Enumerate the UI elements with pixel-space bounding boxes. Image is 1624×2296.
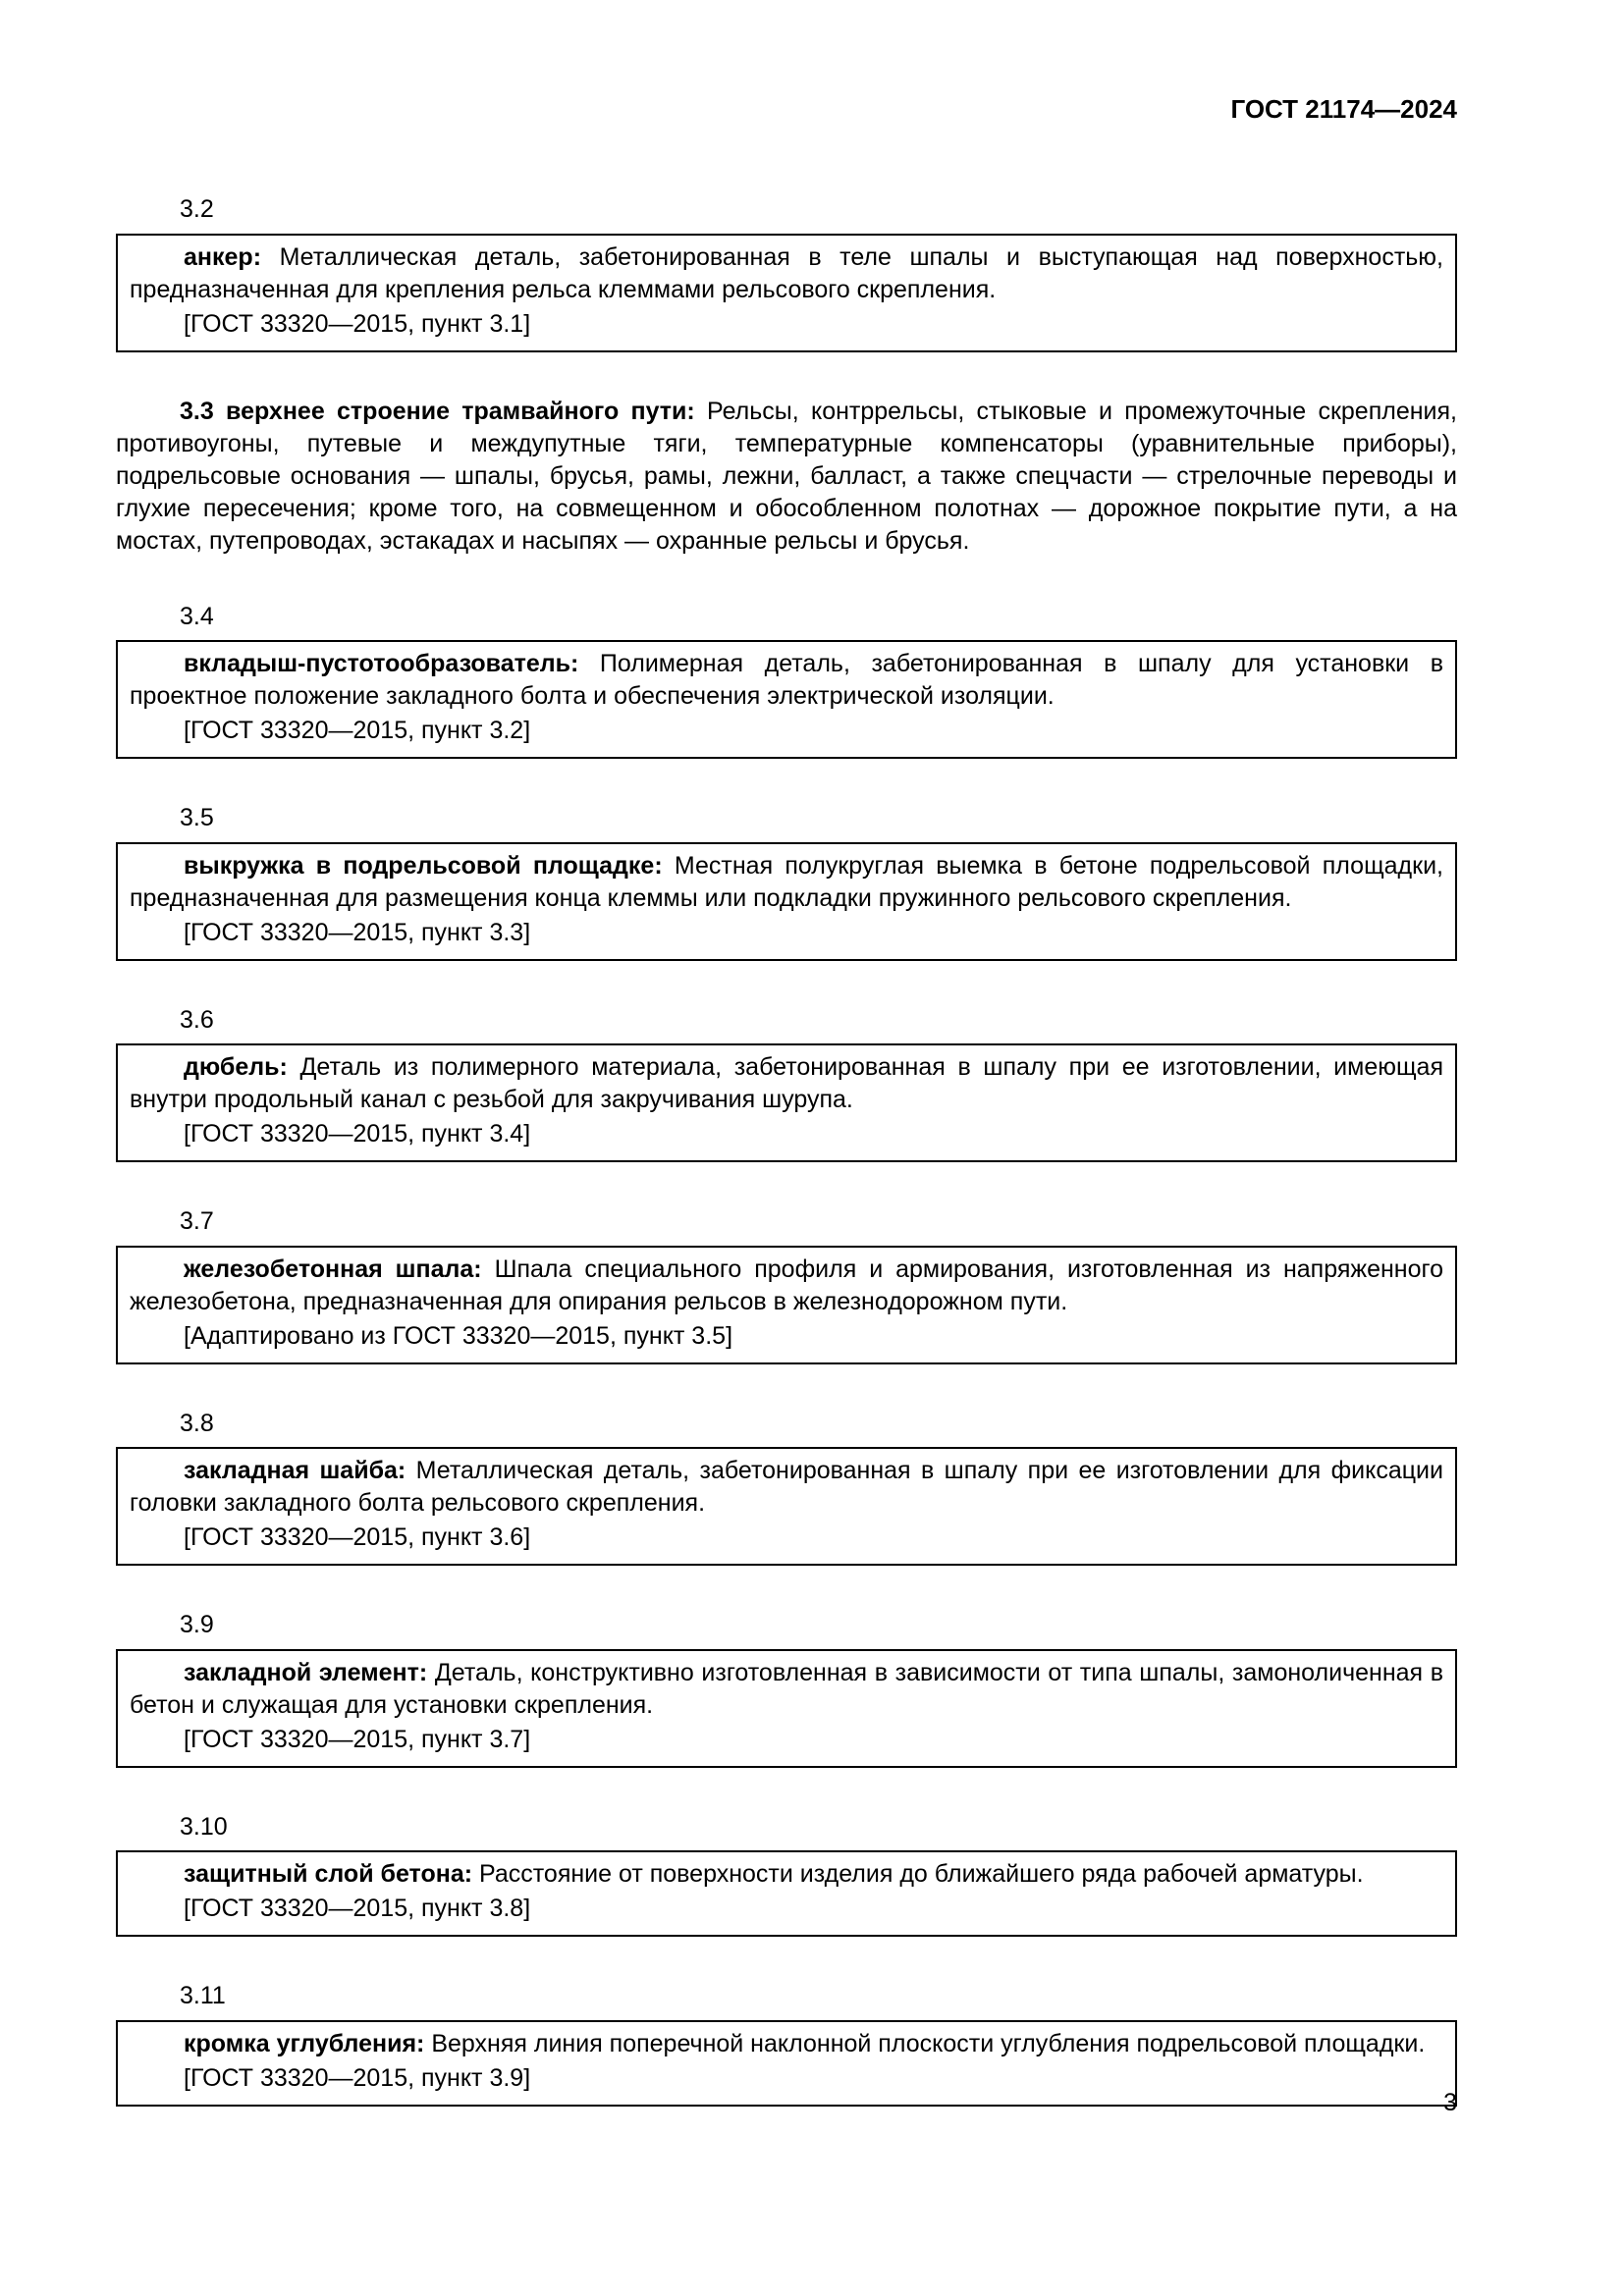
definition-item [116,396,1457,558]
definition-box [116,1447,1457,1566]
definition-text [130,1455,1443,1520]
definition-body: Полимерная деталь, забетонированная в шпалу для установки в проектное положение закладного болта и обеспечения электрической изоляции. [130,650,1443,711]
term: закладной элемент: [184,1658,428,1686]
source-reference: [ГОСТ 33320—2015, пункт 3.7] [184,1725,531,1753]
definition-item [116,1004,1457,1163]
term: кромка углубления: [184,2029,425,2057]
term: защитный слой бетона: [184,1860,473,1889]
definitions-list [116,193,1457,2107]
item-number: 3.10 [180,1812,228,1841]
item-number: 3.5 [180,804,214,832]
item-number-inline: 3.3 [180,397,214,425]
definition-box [116,842,1457,961]
definition-item [116,1811,1457,1938]
definition-item [116,193,1457,352]
term: выкружка в подрельсовой площадке: [184,851,663,880]
definition-body: Верхняя линия поперечной наклонной плоскости углубления подрельсовой площадки. [431,2029,1426,2057]
definition-text [130,1858,1443,1891]
definition-item [116,1980,1457,2107]
definition-box [116,1246,1457,1364]
definition-item [116,1205,1457,1364]
definition-item [116,802,1457,961]
source-reference: [ГОСТ 33320—2015, пункт 3.2] [184,717,531,745]
definition-box [116,1043,1457,1162]
document-header: ГОСТ 21174—2024 [1230,94,1457,124]
item-number: 3.9 [180,1611,214,1639]
term: вкладыш-пустотообразователь: [184,650,579,678]
item-number: 3.2 [180,195,214,224]
definition-text [116,396,1457,558]
definition-body: Деталь, конструктивно изготовленная в зависимости от типа шпалы, замоноличенная в бетон и служащая для установки скрепления. [130,1658,1443,1719]
definition-body: Расстояние от поверхности изделия до ближайшего ряда рабочей арматуры. [479,1860,1364,1889]
page-content [116,94,1457,2107]
definition-body: Металлическая деталь, забетонированная в шпалу при ее изготовлении для фиксации головки закладного болта рельсового скрепления. [130,1457,1443,1518]
term: дюбель: [184,1053,288,1082]
page-number: 3 [1443,2089,1457,2116]
term: анкер: [184,242,262,271]
definition-text [130,1051,1443,1116]
definition-text [130,850,1443,915]
definition-box [116,640,1457,759]
definition-box [116,234,1457,352]
item-number: 3.8 [180,1409,214,1437]
source-reference: [ГОСТ 33320—2015, пункт 3.6] [184,1523,531,1552]
definition-text [130,1657,1443,1722]
definition-body: Рельсы, контррельсы, стыковые и промежуточные скрепления, противоугоны, путевые и междупутные тяги, температурные компенсаторы (уравнительные приборы), подрельсовые основания — шпалы, брусья, рамы, лежни, балласт, а также спецчасти — стрелочные переводы и глухие пересечения; кроме того, на совмещенном и обособленном полотнах — дорожное покрытие пути, а на мостах, путепроводах, эстакадах и насыпях — охранные рельсы и брусья. [116,397,1457,555]
definition-text [130,241,1443,306]
definition-text [130,648,1443,713]
definition-item [116,601,1457,760]
source-reference: [Адаптировано из ГОСТ 33320—2015, пункт 3.5] [184,1321,733,1350]
definition-box [116,1649,1457,1768]
definition-body: Металлическая деталь, забетонированная в теле шпалы и выступающая над поверхностью, предназначенная для крепления рельса клеммами рельсового скрепления. [130,242,1443,303]
definition-text [130,2028,1443,2060]
term: железобетонная шпала: [184,1255,482,1283]
definition-box [116,1850,1457,1937]
source-reference: [ГОСТ 33320—2015, пункт 3.8] [184,1895,531,1923]
definition-body: Деталь из полимерного материала, забетонированная в шпалу при ее изготовлении, имеющая внутри продольный канал с резьбой для закручивания шурупа. [130,1053,1443,1114]
source-reference: [ГОСТ 33320—2015, пункт 3.4] [184,1120,531,1148]
source-reference: [ГОСТ 33320—2015, пункт 3.9] [184,2063,531,2092]
item-number: 3.7 [180,1207,214,1236]
source-reference: [ГОСТ 33320—2015, пункт 3.1] [184,309,531,338]
definition-item [116,1408,1457,1567]
definition-item [116,1609,1457,1768]
item-number: 3.4 [180,602,214,630]
item-number: 3.6 [180,1005,214,1034]
term: верхнее строение трамвайного пути: [226,397,695,425]
source-reference: [ГОСТ 33320—2015, пункт 3.3] [184,918,531,946]
definition-body: Шпала специального профиля и армирования, изготовленная из напряженного железобетона, предназначенная для опирания рельсов в железнодорожном пути. [130,1255,1443,1315]
item-number: 3.11 [180,1982,226,2010]
definition-text [130,1254,1443,1318]
definition-body: Местная полукруглая выемка в бетоне подрельсовой площадки, предназначенная для размещения конца клеммы или подкладки пружинного рельсового скрепления. [130,851,1443,912]
term: закладная шайба: [184,1457,406,1485]
